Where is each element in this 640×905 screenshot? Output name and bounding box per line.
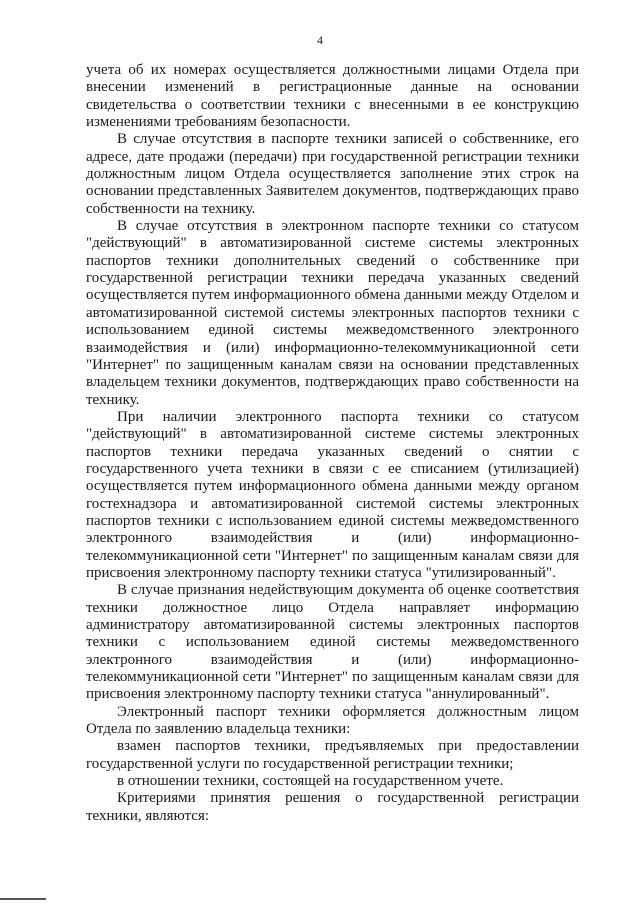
paragraph-passport-issuance: Электронный паспорт техники оформляется должностным лицом Отдела по заявлению владельца техники: [86, 703, 579, 738]
scan-edge-mark [0, 898, 46, 900]
paragraph-continuation: учета об их номерах осуществляется должностными лицами Отдела при внесении изменений в регистрационные данные на основании свидетельства о соответствии техники с внесенными в ее конструкцию изменениями требованиям безопасности. [86, 62, 579, 131]
paragraph-disposal-status: При наличии электронного паспорта техники со статусом "действующий" в автоматизированной системе системы электронных паспортов техники передача указанных сведений о снятии с государственного учета техники в связи с ее списанием (утилизацией) осуществляется путем информационного обмена данными между органом гостехнадзора и автоматизированной системой системы электронных паспортов техники с использованием единой системы межведомственного электронного взаимодействия и (или) информационно-телекоммуникационной сети "Интернет" по защищенным каналам связи для присвоения электронному паспорту техники статуса "утилизированный". [86, 408, 579, 581]
paragraph-owner-records: В случае отсутствия в паспорте техники записей о собственнике, его адресе, дате продажи (передачи) при государственной регистрации техники должностным лицом Отдела осуществляется заполнение этих строк на основании представленных Заявителем документов, подтверждающих право собственности на технику. [86, 131, 579, 217]
document-body [86, 62, 579, 825]
paragraph-electronic-passport-owner-info: В случае отсутствия в электронном паспорте техники со статусом "действующий" в автоматизированной системе системы электронных паспортов техники дополнительных сведений о собственнике при государственной регистрации техники передача указанных сведений осуществляется путем информационного обмена данными между Отделом и автоматизированной системой системы электронных паспортов техники с использованием единой системы межведомственного электронного взаимодействия и (или) информационно-телекоммуникационной сети "Интернет" по защищенным каналам связи на основании представленных владельцем техники документов, подтверждающих право собственности на технику. [86, 218, 579, 408]
page-number: 4 [317, 33, 323, 47]
paragraph-decision-criteria: Критериями принятия решения о государственной регистрации техники, являются: [86, 790, 579, 824]
list-item-replacement: взамен паспортов техники, предъявляемых при предоставлении государственной услуги по государственной регистрации техники; [86, 738, 579, 772]
paragraph-annulled-status: В случае признания недействующим документа об оценке соответствия техники должностное лицо Отдела направляет информацию администратору автоматизированной системы электронных паспортов техники с использованием единой системы межведомственного электронного взаимодействия и (или) информационно-телекоммуникационной сети "Интернет" по защищенным каналам связи для присвоения электронному паспорту техники статуса "аннулированный". [86, 582, 579, 703]
list-item-registered-equipment: в отношении техники, состоящей на государственном учете. [117, 773, 504, 790]
